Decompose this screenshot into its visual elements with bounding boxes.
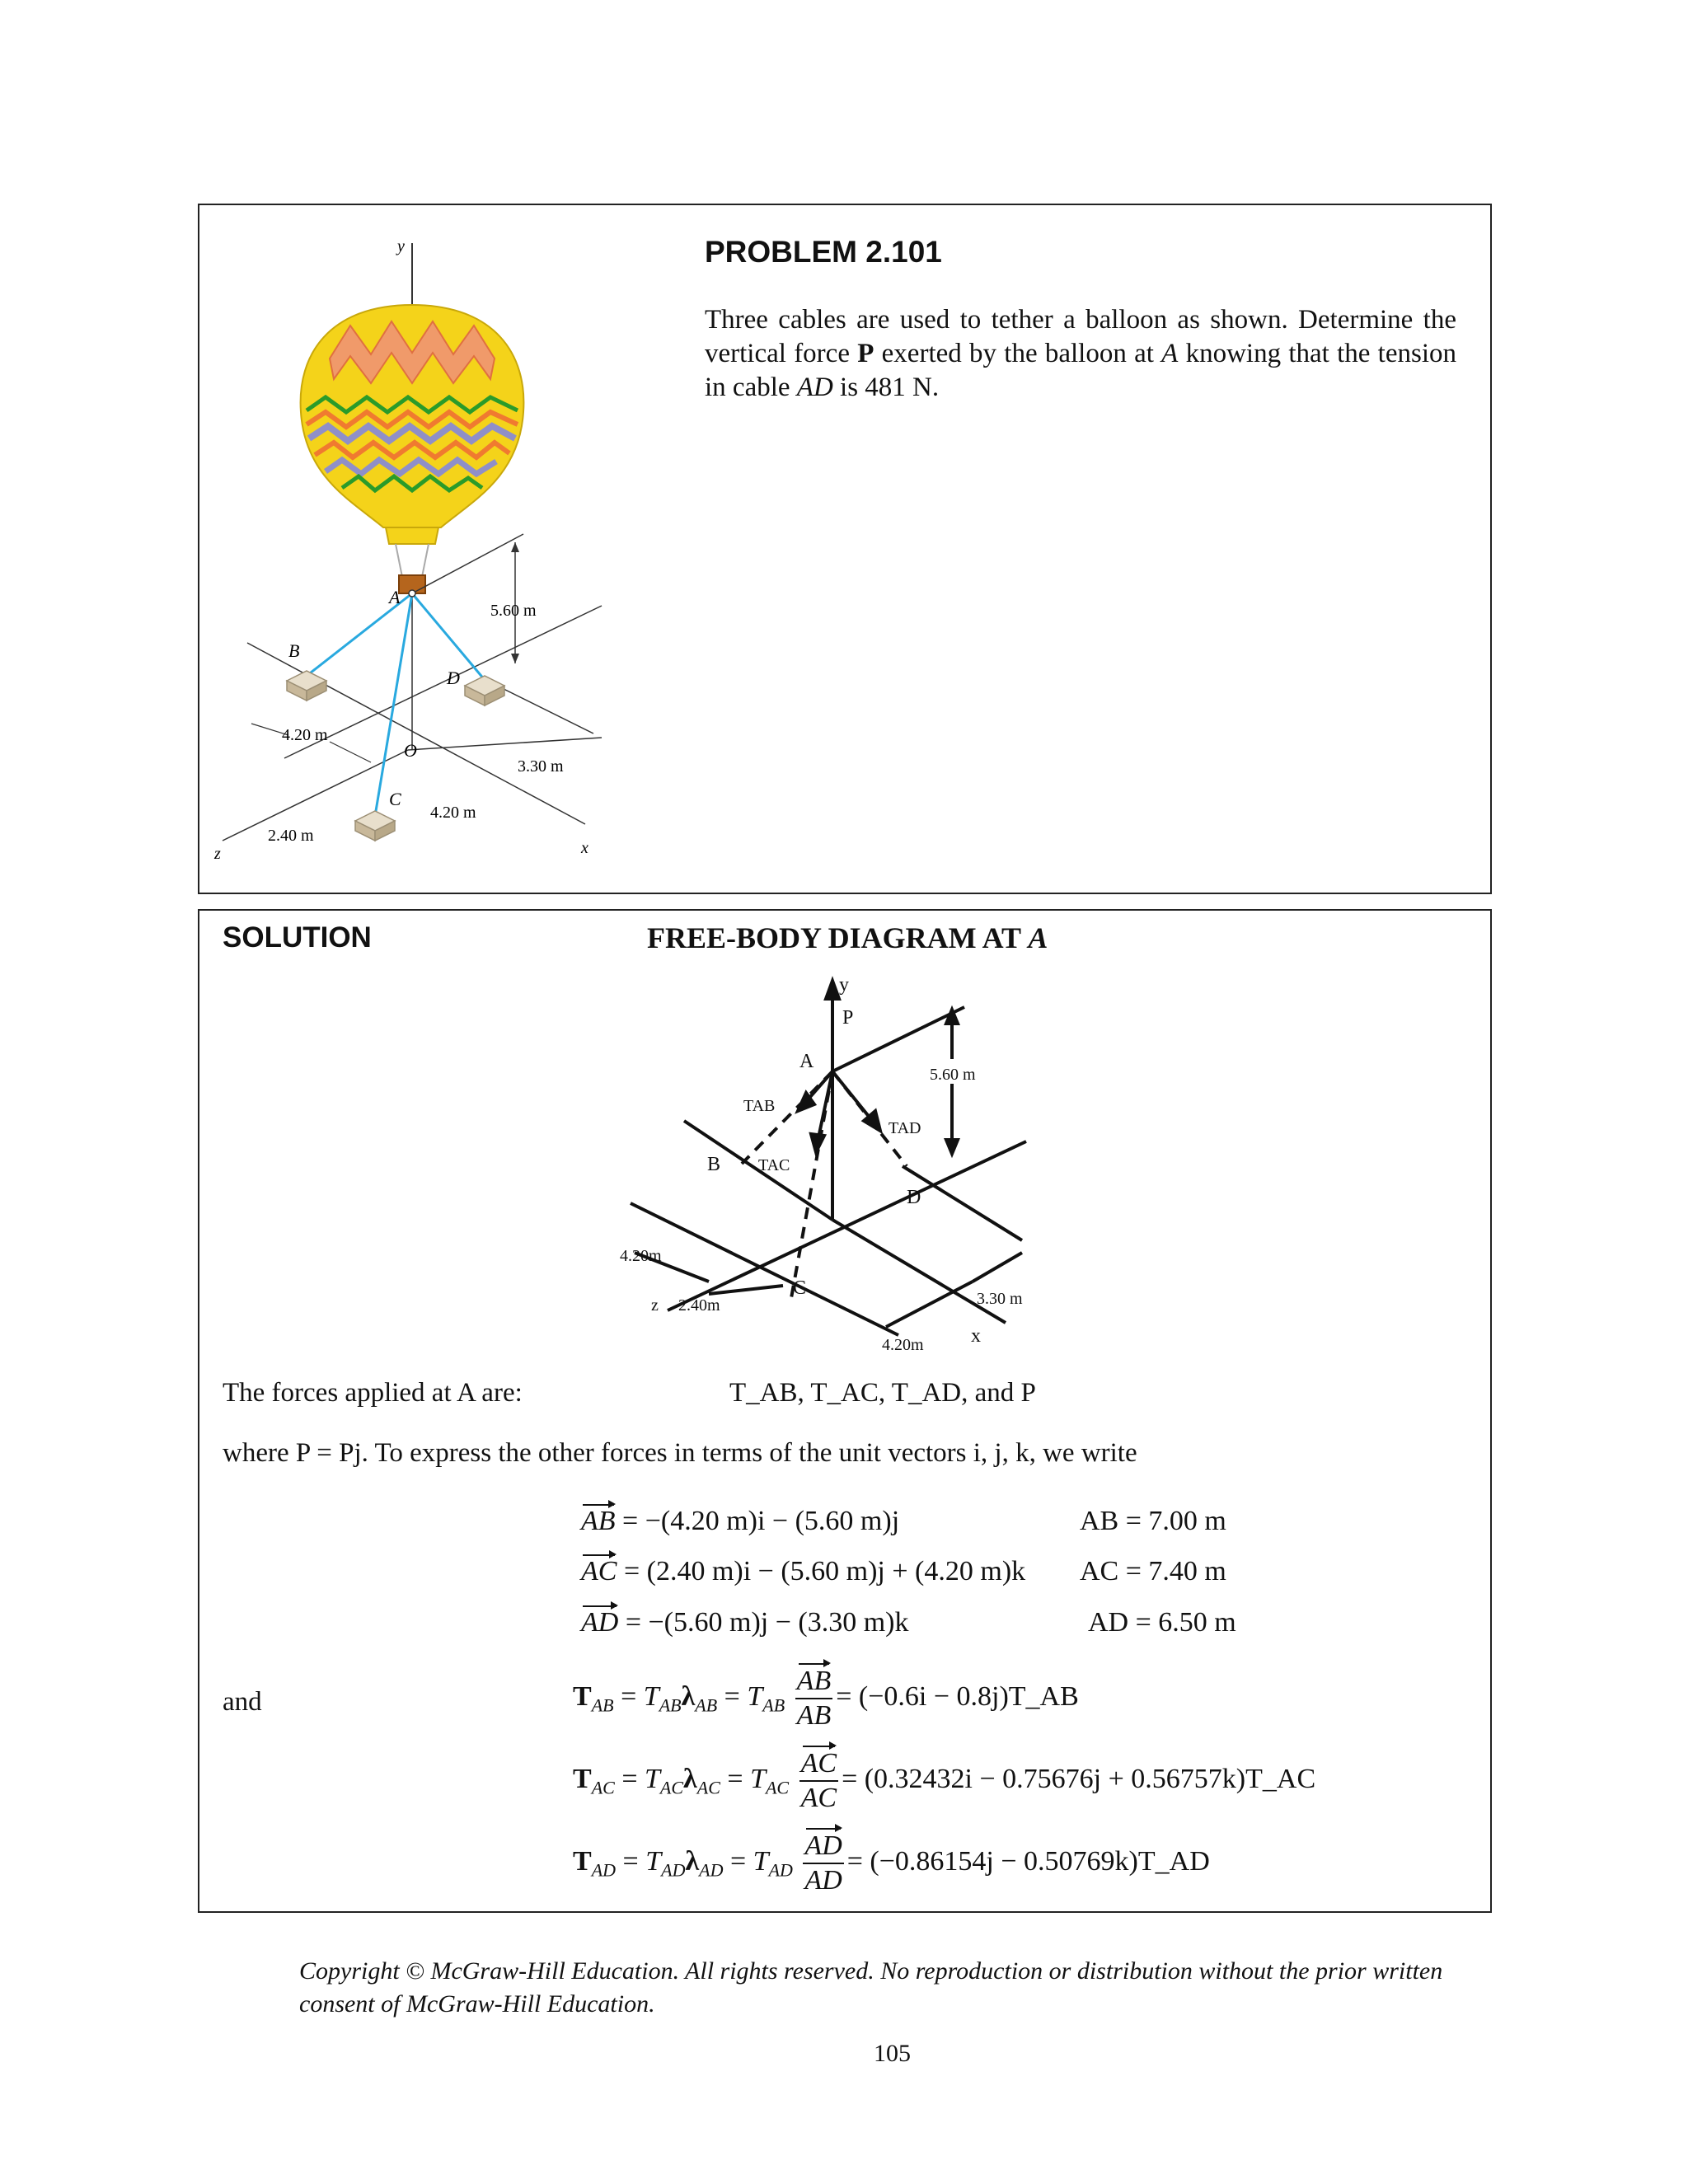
fbd-label-c: C <box>793 1277 807 1299</box>
and-label: and <box>223 1687 262 1717</box>
problem-statement: Three cables are used to tether a balloon as shown. Determine the vertical force P exerted by the balloon at A knowing that the tension in cable AD is 481 N. <box>705 305 1456 402</box>
fbd-label-p: P <box>842 1007 854 1029</box>
fbd-label-y: y <box>839 974 849 996</box>
where-line: where P = Pj. To express the other forces in terms of the unit vectors i, j, k, we write <box>223 1438 1137 1468</box>
tension-row-ac: $T_{AC} = T_{AC}\lambda_{AC} = T_{AC}$ $\frac{AC}{AC}$ = (0.32432i − 0.75676j + 0.56757k)T_AC <box>573 1748 1316 1813</box>
tension-row-ab: $T_{AB} = T_{AB}\lambda_{AB} = T_{AB}$ $\frac{AB}{AB}$ = (−0.6i − 0.8j)T_AB <box>573 1666 1079 1731</box>
fig-label-b: B <box>288 640 300 661</box>
vector-row: AB = −(4.20 m)i − (5.60 m)j <box>581 1506 900 1536</box>
magnitude: AC = 7.40 m <box>1080 1556 1226 1586</box>
anchor-d <box>465 676 504 705</box>
fig-dim-420-left: 4.20 m <box>282 726 328 744</box>
fbd-title: FREE-BODY DIAGRAM AT A <box>647 921 1048 954</box>
fig-dim-560: 5.60 m <box>490 602 537 620</box>
anchor-b <box>287 671 326 701</box>
fig-label-z: z <box>214 845 221 863</box>
magnitude: AB = 7.00 m <box>1080 1506 1226 1536</box>
fbd-dim-420b: 4.20m <box>882 1336 924 1354</box>
fbd-label-z: z <box>651 1296 659 1315</box>
magnitude: AD = 6.50 m <box>1088 1607 1236 1638</box>
forces-list: T_AB, T_AC, T_AD, and P <box>729 1378 1036 1408</box>
free-body-diagram <box>602 972 1080 1360</box>
problem-title: PROBLEM 2.101 <box>705 235 942 269</box>
fbd-label-tab: TAB <box>743 1097 776 1115</box>
fig-label-c: C <box>389 789 401 809</box>
fig-label-x: x <box>581 839 588 857</box>
fbd-label-x: x <box>971 1325 981 1347</box>
fbd-dim-240: 2.40m <box>678 1296 720 1315</box>
fig-dim-420-bottom: 4.20 m <box>430 804 476 822</box>
fig-dim-240: 2.40 m <box>268 827 314 845</box>
tension-row-ad: $T_{AD} = T_{AD}\lambda_{AD} = T_{AD}$ $\frac{AD}{AD}$ = (−0.86154j − 0.50769k)T_AD <box>573 1830 1210 1896</box>
page-number: 105 <box>874 2040 911 2067</box>
vector-row: AD = −(5.60 m)j − (3.30 m)k <box>581 1607 909 1638</box>
fbd-label-tad: TAD <box>889 1119 921 1137</box>
fig-label-o: O <box>404 740 417 761</box>
fbd-dim-560: 5.60 m <box>930 1066 976 1084</box>
balloon-figure <box>206 214 668 874</box>
copyright-notice: Copyright © McGraw-Hill Education. All rights reserved. No reproduction or distribution without the prior written consent of McGraw-Hill Education. <box>299 1957 1443 2018</box>
fbd-label-tac: TAC <box>758 1156 790 1174</box>
fig-label-a: A <box>389 587 401 607</box>
forces-applied-line: The forces applied at A are: <box>223 1378 523 1408</box>
fig-label-d: D <box>447 668 460 688</box>
fbd-label-a: A <box>799 1051 814 1072</box>
fbd-label-d: D <box>907 1187 921 1208</box>
fig-label-y: y <box>397 237 405 255</box>
fbd-label-b: B <box>707 1154 721 1175</box>
vector-row: AC = (2.40 m)i − (5.60 m)j + (4.20 m)k <box>581 1556 1026 1586</box>
anchor-c <box>355 811 395 841</box>
cable-ac <box>375 593 412 816</box>
fig-dim-330: 3.30 m <box>518 757 564 776</box>
fbd-dim-420: 4.20m <box>620 1247 662 1265</box>
solution-label: SOLUTION <box>223 921 372 954</box>
fbd-dim-330: 3.30 m <box>977 1290 1023 1308</box>
